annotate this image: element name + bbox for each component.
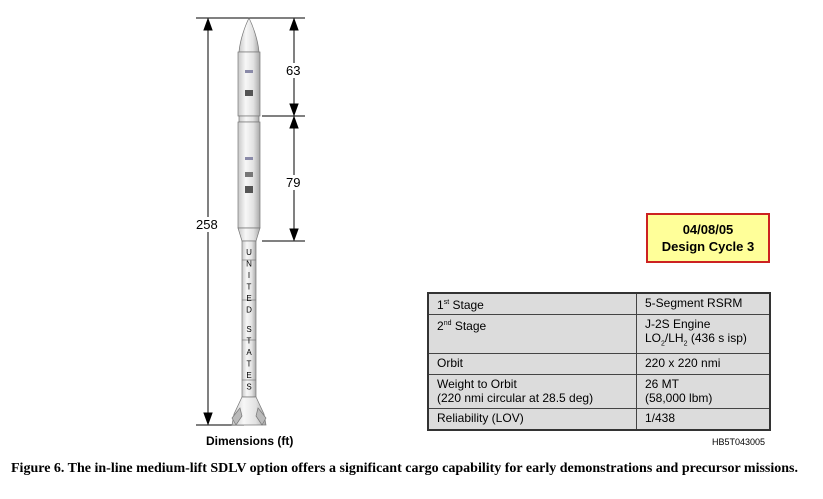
table-row [428,354,770,375]
figure-caption: Figure 6. The in-line medium-lift SDLV option offers a significant cargo capability for early demonstrations and precursor missions. [11,461,799,476]
table-row [428,375,770,409]
spec-value: 5-Segment RSRM [637,293,771,315]
design-cycle-label: Design Cycle 3 [661,239,755,254]
spec-label: Reliability (LOV) [428,409,637,431]
booster-letter: A [246,348,252,357]
booster-letter: D [246,305,252,315]
design-cycle-date: 04/08/05 [682,222,734,237]
design-cycle-box [646,213,770,263]
spec-label: 2nd Stage [428,315,637,354]
spec-value: 26 MT (58,000 lbm) [637,375,771,409]
spec-label: Weight to Orbit (220 nmi circular at 28.5 deg) [428,375,637,409]
booster-letter: U [246,248,252,257]
spec-value: 1/438 [637,409,771,431]
booster-letter: I [247,271,251,280]
specs-table [427,292,771,431]
booster-letter: E [246,371,252,380]
booster-letter: T [246,336,252,346]
table-row [428,293,770,315]
spec-value: J-2S Engine $LO_2/LH_2$ (436 s isp) [637,315,771,354]
second-stage-length-label: 79 [286,175,301,190]
booster-letter: N [246,259,252,269]
booster-letter: S [246,382,252,392]
table-row [428,315,770,354]
booster-letter: T [246,282,252,292]
booster-letter: E [246,294,252,303]
booster-letter: S [246,325,252,334]
upper-stage-length-label: 63 [286,63,301,78]
total-height-label: 258 [196,217,218,232]
spec-label: Orbit [428,354,637,375]
reference-code: HB5T043005 [712,437,766,447]
spec-label: 1st Stage [428,293,637,315]
booster-letter: T [246,359,252,369]
table-row [428,409,770,431]
dimensions-caption: Dimensions (ft) [206,434,294,448]
spec-value: 220 x 220 nmi [637,354,771,375]
